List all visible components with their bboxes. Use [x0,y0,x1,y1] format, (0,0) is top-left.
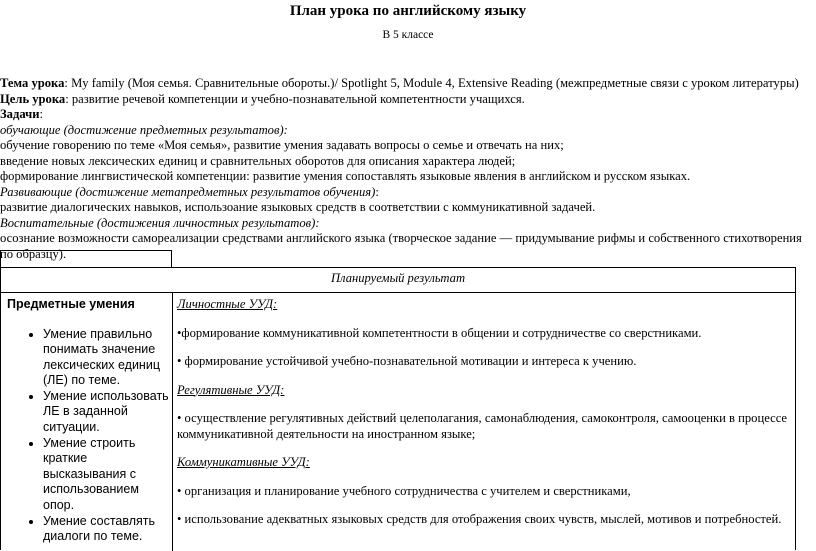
personal-uud-item: •формирование коммуникативной компетентности в общении и сотрудничестве со сверстниками. [177,325,702,340]
list-item: • Умение правильно понимать значение лексических единиц (ЛЕ) по теме. [43,327,172,389]
topic-label: Тема урока [0,76,65,90]
regulatory-uud-heading: Регулятивные УУД: [177,382,285,397]
list-item: • Умение составлять диалоги по теме. [43,514,172,545]
subject-skills-heading: Предметные умения [7,297,135,311]
topic-line [0,76,816,92]
developing-colon: : [375,184,379,199]
results-table [0,267,796,550]
tasks-colon: : [39,107,43,121]
personal-uud-heading: Личностные УУД: [177,297,278,311]
uud-column [173,293,795,551]
document-subtitle: В 5 классе [382,29,434,41]
upbringing-heading: Воспитательные (достижения личностных результатов): [0,215,320,230]
document-title: План урока по английскому языку [289,3,527,19]
teaching-item: формирование лингвистической компетенции: развитие умения сопоставлять языковые явления в английском и русском языках. [0,169,691,183]
lesson-description [0,76,816,262]
list-item: • Умение строить краткие высказывания с использованием опор. [43,436,172,514]
subject-skills-list [7,327,172,545]
developing-heading: Развивающие (достижение метапредметных результатов обучения) [0,184,376,199]
goal-text: : развитие речевой компетенции и учебно-познавательной компетентности учащихся. [65,91,525,106]
goal-line [0,92,816,108]
topic-text: : My family (Моя семья. Сравнительные обороты.)/ Spotlight 5, Module 4, Extensive Reading (межпредметные связи с уроком литературы) [64,76,799,90]
empty-cell [0,250,172,267]
subject-skills-column [1,293,173,551]
table-header: Планируемый результат [1,268,795,293]
personal-uud-item: • формирование устойчивой учебно-познавательной мотивации и интереса к учению. [177,354,637,368]
goal-label: Цель урока [0,91,66,106]
list-item: • Умение использовать ЛЕ в заданной ситуации. [43,389,172,436]
communicative-uud-item: • использование адекватных языковых средств для отображения своих чувств, мыслей, мотивов и потребностей. [177,512,782,526]
tasks-line [0,107,816,123]
developing-line [0,185,816,201]
teaching-heading: обучающие (достижение предметных результатов): [0,122,288,137]
teaching-item: обучение говорению по теме «Моя семья», развитие умения задавать вопросы о семье и отвечать на них; [0,138,564,152]
developing-item: развитие диалогических навыков, использоание языковых средств в соответствии с коммуникативной задачей. [0,200,596,214]
communicative-uud-heading: Коммуникативные УУД: [177,455,310,469]
teaching-item: введение новых лексических единиц и сравнительных оборотов для описания характера людей; [0,153,516,168]
communicative-uud-item: • организация и планирование учебного сотрудничества с учителем и сверстниками, [177,483,631,498]
tasks-label: Задачи [0,107,40,121]
regulatory-uud-item: • осуществление регулятивных действий целеполагания, самонаблюдения, самоконтроля, самооценки в процессе коммуникативной деятельности на иностранном языке; [177,411,788,441]
upbringing-item: осознание возможности самореализации средствами английского языка (творческое задание — придумывание рифмы и собственного стихотворения по образцу). [0,231,802,261]
